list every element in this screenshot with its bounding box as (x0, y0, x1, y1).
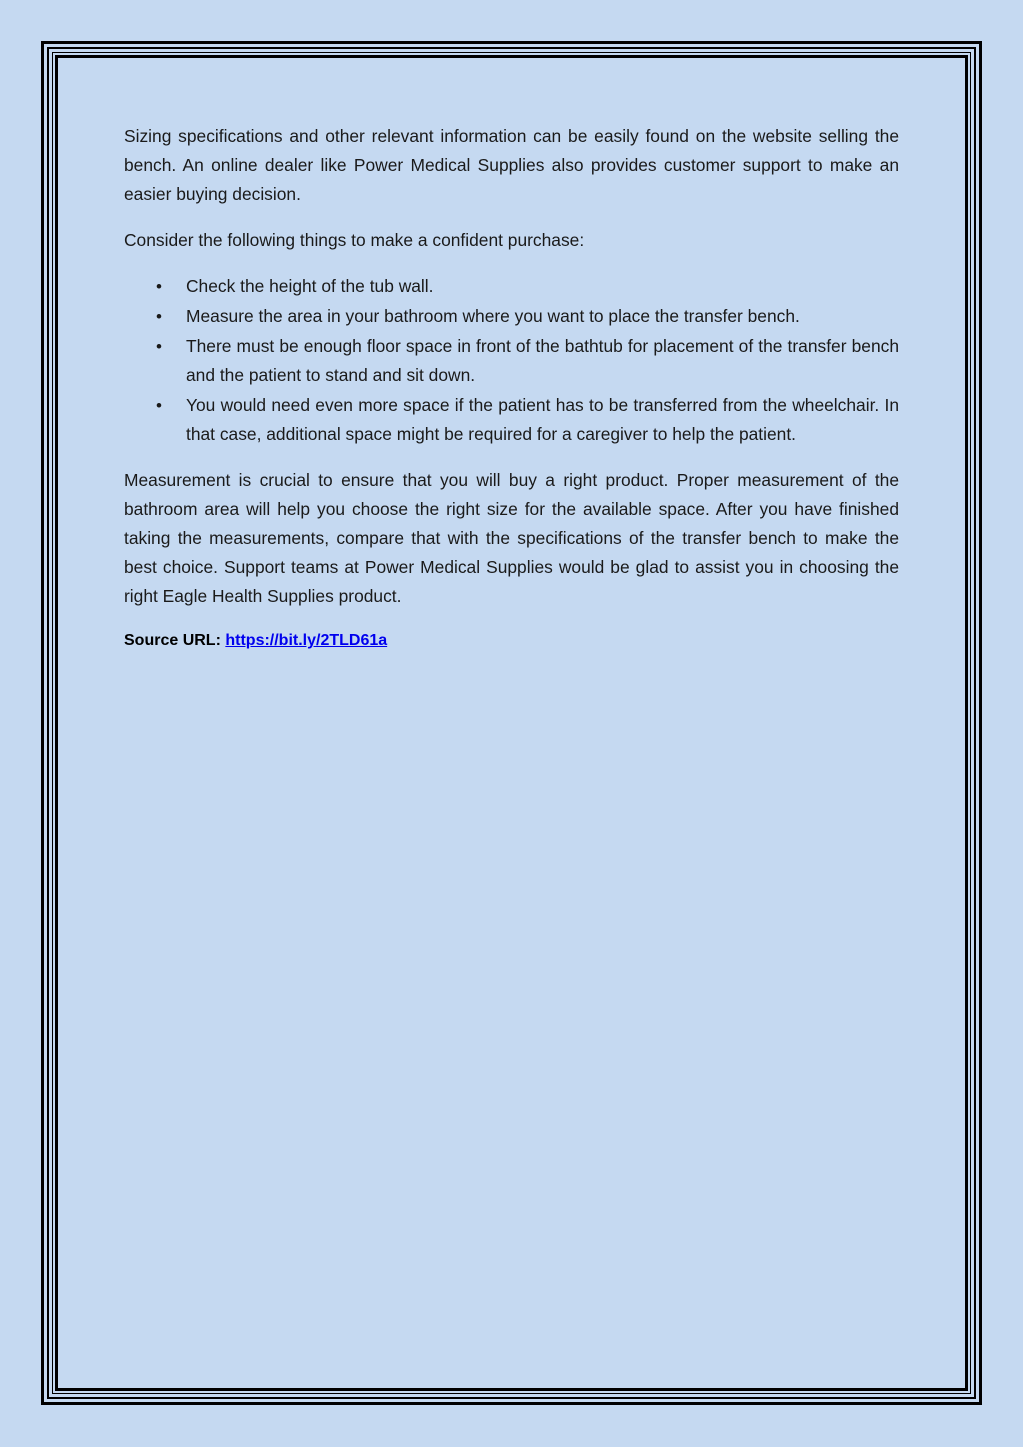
list-item-text: Measure the area in your bathroom where you want to place the transfer bench. (186, 306, 800, 326)
bullet-list (124, 272, 899, 449)
source-line (124, 626, 899, 655)
list-item-text: There must be enough floor space in front of the bathtub for placement of the transfer bench and the patient to stand and sit down. (186, 336, 899, 385)
list-item (156, 272, 899, 301)
list-item-text: Check the height of the tub wall. (186, 276, 434, 296)
paragraph-closing: Measurement is crucial to ensure that you will buy a right product. Proper measurement of the bathroom area will help you choose the right size for the available space. After you have finished taking the measurements, compare that with the specifications of the transfer bench to make the best choice. Support teams at Power Medical Supplies would be glad to assist you in choosing the right Eagle Health Supplies product. (124, 470, 899, 606)
list-item-text: You would need even more space if the patient has to be transferred from the wheelchair. In that case, additional space might be required for a caregiver to help the patient. (186, 395, 899, 444)
paragraph-intro: Sizing specifications and other relevant information can be easily found on the website selling the bench. An online dealer like Power Medical Supplies also provides customer support to make an easier buying decision. (124, 126, 899, 204)
bullet-icon: • (156, 337, 162, 356)
bullet-icon: • (156, 277, 162, 296)
paragraph-consider: Consider the following things to make a confident purchase: (124, 230, 585, 250)
source-label: Source URL: (124, 632, 221, 649)
bullet-icon: • (156, 307, 162, 326)
list-item (156, 391, 899, 449)
document-body (124, 122, 899, 655)
list-item (156, 332, 899, 390)
list-item (156, 302, 899, 331)
bullet-icon: • (156, 396, 162, 415)
source-link[interactable]: https://bit.ly/2TLD61a (225, 632, 388, 649)
